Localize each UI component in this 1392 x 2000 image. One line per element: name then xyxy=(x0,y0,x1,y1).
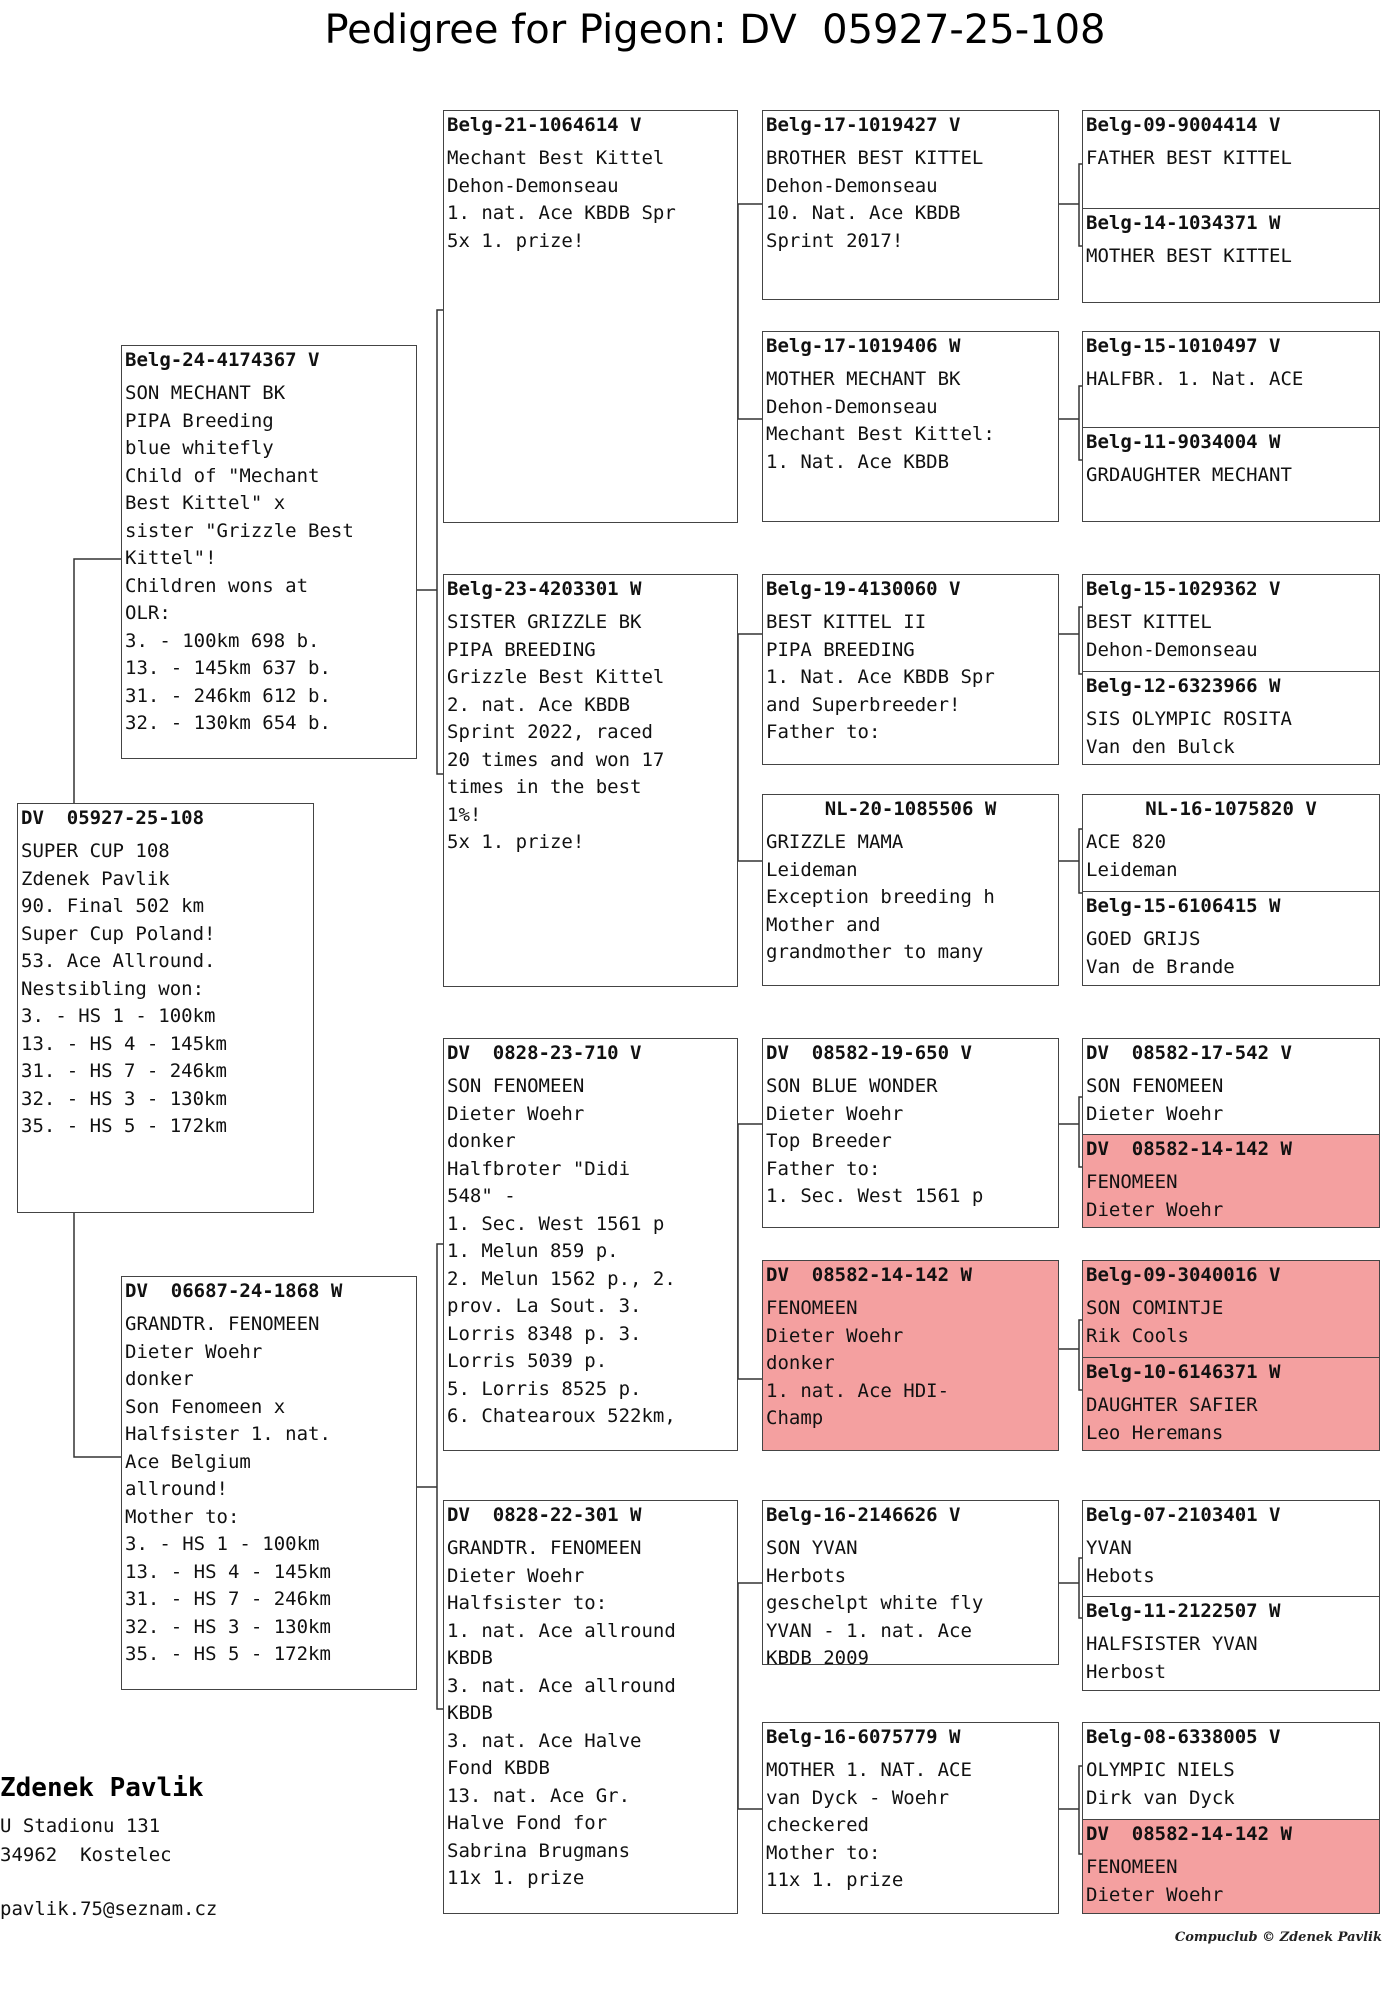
gen4-note: OLYMPIC NIELS xyxy=(1086,1759,1235,1781)
great-grandparent-note: and Superbreeder! xyxy=(766,693,961,716)
gen4-ring-number: DV 08582-14-142 W xyxy=(1086,1138,1292,1160)
sire-note: SON MECHANT BK xyxy=(125,382,286,404)
great-grandparent-note: checkered xyxy=(766,1814,869,1836)
gen4-ring-number: Belg-11-2122507 W xyxy=(1086,1600,1281,1622)
gen4-pair-2 xyxy=(1082,331,1380,522)
gen4-note: Dirk van Dyck xyxy=(1086,1786,1235,1809)
grandparent-note: Lorris 8348 p. 3. xyxy=(447,1322,642,1345)
great-grandparent-note: SON YVAN xyxy=(766,1537,858,1559)
great-grandparent-note: Herbots xyxy=(766,1564,847,1587)
gen4-ring-number: Belg-09-3040016 V xyxy=(1086,1264,1281,1286)
gen4-card[interactable] xyxy=(1083,208,1379,271)
gen4-pair-8 xyxy=(1082,1722,1380,1914)
dam-ring-number: DV 06687-24-1868 W xyxy=(125,1280,343,1302)
grandparent-note: Mechant Best Kittel xyxy=(447,147,665,169)
great-grandparent-note: Champ xyxy=(766,1407,824,1429)
great-grandparent-note: donker xyxy=(766,1352,835,1374)
great-grandparent-card-7[interactable] xyxy=(762,1500,1059,1665)
sire-note: 3. - 100km 698 b. xyxy=(125,629,320,652)
grandparent-note: 1%! xyxy=(447,803,482,826)
subject-note: Nestsibling won: xyxy=(21,977,205,1000)
gen4-ring-number: Belg-15-1029362 V xyxy=(1086,578,1281,600)
gen4-ring-number: Belg-09-9004414 V xyxy=(1086,114,1281,136)
grandparent-ring-number: Belg-21-1064614 V xyxy=(447,114,642,136)
gen4-card[interactable] xyxy=(1083,795,1379,891)
great-grandparent-note: Sprint 2017! xyxy=(766,229,904,252)
gen4-note: Van de Brande xyxy=(1086,955,1235,978)
grandparent-note: 3. nat. Ace Halve xyxy=(447,1729,642,1752)
dam-note: donker xyxy=(125,1368,194,1390)
grandparent-note: KBDB xyxy=(447,1647,493,1669)
grandparent-card-3[interactable] xyxy=(443,1038,738,1451)
sire-note: PIPA Breeding xyxy=(125,409,274,432)
grandparent-note: 2. nat. Ace KBDB xyxy=(447,693,631,716)
grandparent-card-4[interactable] xyxy=(443,1500,738,1914)
owner-email[interactable]: pavlik.75@seznam.cz xyxy=(0,1898,218,1920)
grandparent-note: 1. Melun 859 p. xyxy=(447,1240,619,1262)
gen4-ring-number: Belg-10-6146371 W xyxy=(1086,1361,1281,1383)
great-grandparent-note: Top Breeder xyxy=(766,1130,892,1152)
gen4-pair-5 xyxy=(1082,1038,1380,1228)
subject-note: 90. Final 502 km xyxy=(21,895,205,917)
great-grandparent-card-4[interactable] xyxy=(762,794,1059,986)
gen4-note: ACE 820 xyxy=(1086,831,1167,853)
grandparent-note: 548" - xyxy=(447,1185,516,1207)
gen4-note: YVAN xyxy=(1086,1537,1132,1559)
gen4-card[interactable] xyxy=(1083,1261,1379,1357)
sire-ring-number: Belg-24-4174367 V xyxy=(125,349,320,371)
grandparent-note: Dieter Woehr xyxy=(447,1102,585,1125)
grandparent-ring-number: Belg-23-4203301 W xyxy=(447,578,642,600)
grandparent-note: Halve Fond for xyxy=(447,1812,608,1834)
great-grandparent-note: Mechant Best Kittel: xyxy=(766,423,995,445)
sire-note: Children wons at xyxy=(125,574,309,597)
gen4-note: MOTHER BEST KITTEL xyxy=(1086,245,1292,267)
gen4-ring-number: Belg-07-2103401 V xyxy=(1086,1504,1281,1526)
grandparent-note: Fond KBDB xyxy=(447,1757,550,1779)
dam-note: allround! xyxy=(125,1478,228,1500)
dam-note: GRANDTR. FENOMEEN xyxy=(125,1313,320,1335)
great-grandparent-note: Father to: xyxy=(766,1157,881,1180)
gen4-ring-number: Belg-12-6323966 W xyxy=(1086,675,1281,697)
grandparent-note: Grizzle Best Kittel xyxy=(447,666,665,688)
great-grandparent-note: Dieter Woehr xyxy=(766,1102,904,1125)
sire-note: sister "Grizzle Best xyxy=(125,519,354,542)
grandparent-ring-number: DV 0828-23-710 V xyxy=(447,1042,642,1064)
grandparent-note: prov. La Sout. 3. xyxy=(447,1295,642,1317)
grandparent-note: Halfsister to: xyxy=(447,1592,608,1614)
grandparent-note: Sprint 2022, raced xyxy=(447,721,653,743)
gen4-note: GOED GRIJS xyxy=(1086,928,1201,950)
sire-note: Best Kittel" x xyxy=(125,492,286,514)
great-grandparent-note: BEST KITTEL II xyxy=(766,611,927,633)
gen4-note: Hebots xyxy=(1086,1564,1155,1587)
gen4-pair-7 xyxy=(1082,1500,1380,1691)
great-grandparent-note: GRIZZLE MAMA xyxy=(766,831,904,853)
grandparent-note: 1. Sec. West 1561 p xyxy=(447,1212,665,1235)
gen4-card[interactable] xyxy=(1083,1039,1379,1134)
gen4-ring-number: Belg-11-9034004 W xyxy=(1086,431,1281,453)
grandparent-note: Dieter Woehr xyxy=(447,1564,585,1587)
gen4-note: HALFBR. 1. Nat. ACE xyxy=(1086,368,1304,390)
gen4-pair-3 xyxy=(1082,574,1380,765)
grandparent-note: 3. nat. Ace allround xyxy=(447,1674,676,1697)
grandparent-note: Sabrina Brugmans xyxy=(447,1839,631,1862)
grandparent-note: GRANDTR. FENOMEEN xyxy=(447,1537,642,1559)
grandparent-note: SISTER GRIZZLE BK xyxy=(447,611,642,633)
great-grandparent-note: Mother and xyxy=(766,913,881,936)
gen4-pair-4 xyxy=(1082,794,1380,986)
gen4-note: FATHER BEST KITTEL xyxy=(1086,147,1292,169)
dam-card[interactable] xyxy=(121,1276,417,1690)
grandparent-note: PIPA BREEDING xyxy=(447,638,596,661)
grandparent-note: Lorris 5039 p. xyxy=(447,1350,608,1372)
gen4-ring-number: Belg-14-1034371 W xyxy=(1086,212,1281,234)
dam-note: 35. - HS 5 - 172km xyxy=(125,1643,331,1665)
grandparent-ring-number: DV 0828-22-301 W xyxy=(447,1504,642,1526)
great-grandparent-note: Father to: xyxy=(766,721,881,743)
grandparent-note: 2. Melun 1562 p., 2. xyxy=(447,1267,676,1290)
gen4-card[interactable] xyxy=(1083,575,1379,671)
great-grandparent-note: Dehon-Demonseau xyxy=(766,174,938,197)
great-grandparent-note: BROTHER BEST KITTEL xyxy=(766,147,984,169)
sire-note: OLR: xyxy=(125,602,171,624)
great-grandparent-note: grandmother to many xyxy=(766,941,984,963)
subject-pigeon-card[interactable] xyxy=(17,803,314,1213)
great-grandparent-note: FENOMEEN xyxy=(766,1297,858,1319)
gen4-note: Dieter Woehr xyxy=(1086,1198,1224,1221)
gen4-pair-1 xyxy=(1082,110,1380,303)
page-title: Pedigree for Pigeon: DV 05927-25-108 xyxy=(324,7,1106,53)
sire-note: blue whitefly xyxy=(125,437,274,459)
dam-note: 31. - HS 7 - 246km xyxy=(125,1588,331,1610)
sire-card[interactable] xyxy=(121,345,417,759)
sire-note: Kittel"! xyxy=(125,547,217,569)
dam-note: 3. - HS 1 - 100km xyxy=(125,1533,320,1555)
subject-note: 53. Ace Allround. xyxy=(21,950,216,972)
gen4-note: Dieter Woehr xyxy=(1086,1102,1224,1125)
grandparent-note: KBDB xyxy=(447,1702,493,1724)
gen4-ring-number: DV 08582-14-142 W xyxy=(1086,1823,1292,1845)
grandparent-note: 5x 1. prize! xyxy=(447,831,585,853)
grandparent-note: SON FENOMEEN xyxy=(447,1075,585,1097)
great-grandparent-ring-number: DV 08582-14-142 W xyxy=(766,1264,972,1286)
gen4-ring-number: NL-16-1075820 V xyxy=(1145,798,1317,820)
great-grandparent-ring-number: Belg-17-1019406 W xyxy=(766,335,961,357)
owner-city: 34962 Kostelec xyxy=(0,1844,172,1866)
gen4-ring-number: Belg-15-6106415 W xyxy=(1086,895,1281,917)
gen4-pair-6 xyxy=(1082,1260,1380,1451)
gen4-card[interactable] xyxy=(1083,671,1379,761)
great-grandparent-note: 10. Nat. Ace KBDB xyxy=(766,202,961,224)
subject-note: 13. - HS 4 - 145km xyxy=(21,1032,227,1055)
great-grandparent-ring-number: Belg-16-2146626 V xyxy=(766,1504,961,1526)
great-grandparent-card-5[interactable] xyxy=(762,1038,1059,1228)
great-grandparent-ring-number: Belg-19-4130060 V xyxy=(766,578,961,600)
great-grandparent-note: 1. Nat. Ace KBDB Spr xyxy=(766,666,995,688)
gen4-note: FENOMEEN xyxy=(1086,1171,1178,1193)
subject-note: 35. - HS 5 - 172km xyxy=(21,1115,227,1137)
grandparent-note: 6. Chatearoux 522km, xyxy=(447,1405,676,1427)
great-grandparent-ring-number: NL-20-1085506 W xyxy=(824,798,997,820)
great-grandparent-note: 1. Sec. West 1561 p xyxy=(766,1185,984,1207)
grandparent-note: 5x 1. prize! xyxy=(447,229,585,252)
great-grandparent-note: YVAN - 1. nat. Ace xyxy=(766,1619,972,1642)
dam-note: Halfsister 1. nat. xyxy=(125,1423,331,1445)
owner-name: Zdenek Pavlik xyxy=(0,1773,204,1803)
gen4-note: Rik Cools xyxy=(1086,1324,1189,1347)
great-grandparent-card-3[interactable] xyxy=(762,574,1059,765)
dam-note: Son Fenomeen x xyxy=(125,1395,286,1418)
grandparent-note: times in the best xyxy=(447,776,642,798)
grandparent-note: donker xyxy=(447,1130,516,1152)
gen4-note: SIS OLYMPIC ROSITA xyxy=(1086,708,1292,730)
gen4-card[interactable] xyxy=(1083,1819,1379,1914)
great-grandparent-card-1[interactable] xyxy=(762,110,1059,300)
gen4-note: SON COMINTJE xyxy=(1086,1297,1224,1319)
great-grandparent-note: Mother to: xyxy=(766,1841,881,1864)
dam-note: Dieter Woehr xyxy=(125,1340,263,1363)
subject-note: Zdenek Pavlik xyxy=(21,867,170,890)
great-grandparent-note: 1. Nat. Ace KBDB xyxy=(766,450,950,473)
subject-note: 32. - HS 3 - 130km xyxy=(21,1087,227,1110)
gen4-card[interactable] xyxy=(1083,1596,1379,1686)
gen4-card[interactable] xyxy=(1083,891,1379,981)
subject-note: 31. - HS 7 - 246km xyxy=(21,1060,227,1082)
great-grandparent-note: Dieter Woehr xyxy=(766,1324,904,1347)
gen4-note: FENOMEEN xyxy=(1086,1856,1178,1878)
subject-note: Super Cup Poland! xyxy=(21,922,216,945)
gen4-note: DAUGHTER SAFIER xyxy=(1086,1394,1258,1416)
grandparent-note: 1. nat. Ace allround xyxy=(447,1619,676,1642)
gen4-card[interactable] xyxy=(1083,332,1379,427)
sire-note: 31. - 246km 612 b. xyxy=(125,684,331,707)
gen4-card[interactable] xyxy=(1083,427,1379,490)
gen4-note: Leo Heremans xyxy=(1086,1421,1224,1444)
gen4-card[interactable] xyxy=(1083,1357,1379,1447)
grandparent-note: 13. nat. Ace Gr. xyxy=(447,1784,631,1807)
gen4-note: Van den Bulck xyxy=(1086,735,1235,758)
great-grandparent-note: 11x 1. prize xyxy=(766,1869,904,1891)
grandparent-note: 20 times and won 17 xyxy=(447,748,665,771)
great-grandparent-card-8[interactable] xyxy=(762,1722,1059,1914)
grandparent-note: 1. nat. Ace KBDB Spr xyxy=(447,202,676,224)
great-grandparent-note: van Dyck - Woehr xyxy=(766,1786,950,1809)
gen4-card[interactable] xyxy=(1083,1723,1379,1819)
footer-credit: Compuclub © Zdenek Pavlik xyxy=(1174,1930,1382,1945)
dam-note: 32. - HS 3 - 130km xyxy=(125,1615,331,1638)
great-grandparent-note: MOTHER 1. NAT. ACE xyxy=(766,1759,972,1781)
gen4-note: Leideman xyxy=(1086,858,1178,881)
great-grandparent-note: geschelpt white fly xyxy=(766,1592,984,1614)
great-grandparent-note: Exception breeding h xyxy=(766,886,995,908)
great-grandparent-note: SON BLUE WONDER xyxy=(766,1075,938,1097)
great-grandparent-note: PIPA BREEDING xyxy=(766,638,915,661)
great-grandparent-ring-number: Belg-17-1019427 V xyxy=(766,114,961,136)
gen4-note: SON FENOMEEN xyxy=(1086,1075,1224,1097)
gen4-note: Herbost xyxy=(1086,1660,1167,1683)
grandparent-card-1[interactable] xyxy=(443,110,738,523)
great-grandparent-card-2[interactable] xyxy=(762,331,1059,522)
subject-note: SUPER CUP 108 xyxy=(21,840,170,862)
subject-note: 3. - HS 1 - 100km xyxy=(21,1005,216,1027)
great-grandparent-ring-number: DV 08582-19-650 V xyxy=(766,1042,972,1064)
great-grandparent-ring-number: Belg-16-6075779 W xyxy=(766,1726,961,1748)
sire-note: Child of "Mechant xyxy=(125,464,320,487)
great-grandparent-card-6[interactable] xyxy=(762,1260,1059,1451)
grandparent-note: Dehon-Demonseau xyxy=(447,174,619,197)
gen4-card[interactable] xyxy=(1083,1134,1379,1228)
gen4-ring-number: Belg-15-1010497 V xyxy=(1086,335,1281,357)
gen4-note: Dehon-Demonseau xyxy=(1086,638,1258,661)
subject-ring-number: DV 05927-25-108 xyxy=(21,807,205,829)
gen4-note: Dieter Woehr xyxy=(1086,1883,1224,1906)
sire-note: 13. - 145km 637 b. xyxy=(125,657,331,679)
gen4-note: HALFSISTER YVAN xyxy=(1086,1633,1258,1655)
gen4-note: BEST KITTEL xyxy=(1086,611,1212,633)
grandparent-note: 11x 1. prize xyxy=(447,1867,585,1889)
gen4-card[interactable] xyxy=(1083,111,1379,208)
great-grandparent-note: 1. nat. Ace HDI- xyxy=(766,1379,950,1402)
owner-street: U Stadionu 131 xyxy=(0,1815,161,1837)
grandparent-note: Halfbroter "Didi xyxy=(447,1157,631,1180)
gen4-note: GRDAUGHTER MECHANT xyxy=(1086,464,1292,486)
great-grandparent-note: Dehon-Demonseau xyxy=(766,395,938,418)
dam-note: Mother to: xyxy=(125,1505,240,1528)
great-grandparent-note: MOTHER MECHANT BK xyxy=(766,368,961,390)
great-grandparent-note: Leideman xyxy=(766,858,858,881)
gen4-ring-number: Belg-08-6338005 V xyxy=(1086,1726,1281,1748)
gen4-ring-number: DV 08582-17-542 V xyxy=(1086,1042,1292,1064)
grandparent-note: 5. Lorris 8525 p. xyxy=(447,1377,642,1400)
grandparent-card-2[interactable] xyxy=(443,574,738,987)
sire-note: 32. - 130km 654 b. xyxy=(125,712,331,734)
great-grandparent-note: KBDB 2009 xyxy=(766,1647,869,1665)
dam-note: Ace Belgium xyxy=(125,1450,251,1473)
gen4-card[interactable] xyxy=(1083,1501,1379,1596)
dam-note: 13. - HS 4 - 145km xyxy=(125,1560,331,1583)
